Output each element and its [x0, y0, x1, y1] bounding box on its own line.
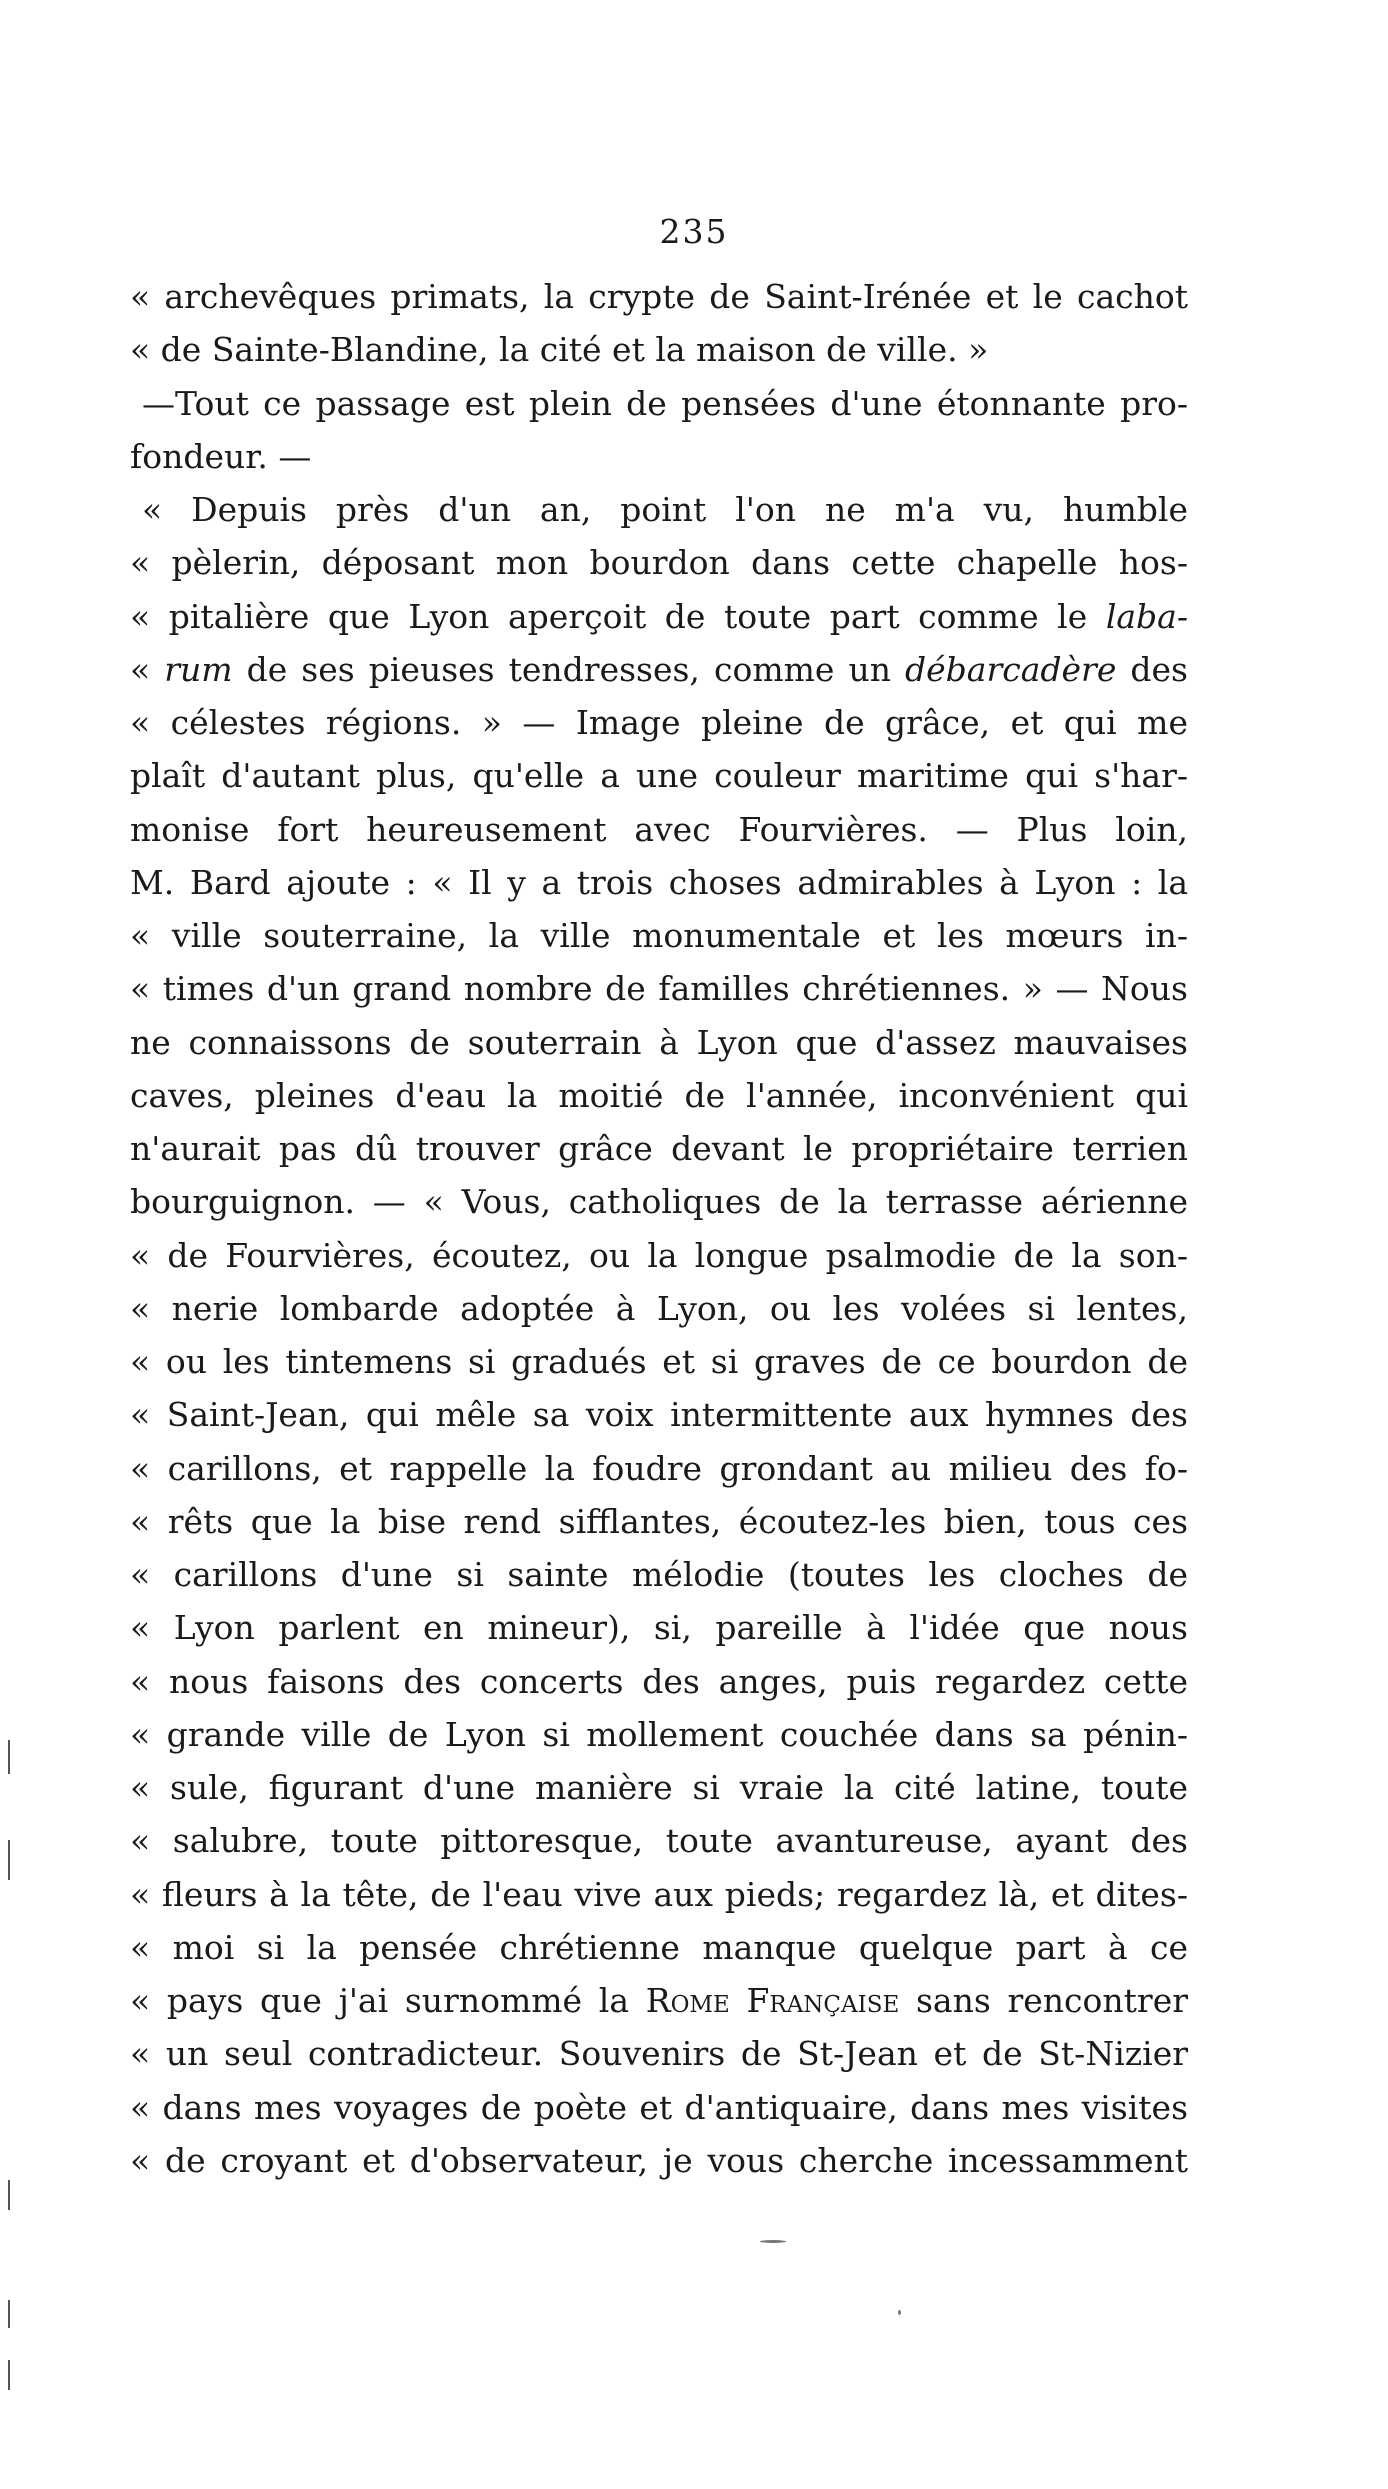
- scan-speck: [760, 2240, 786, 2243]
- emphasis-line7_italic: laba-: [1105, 596, 1188, 636]
- text-line: « fleurs à la tête, de l'eau vive aux pieds; regardez là, et dites-: [130, 1874, 1188, 1914]
- text-line: « grande ville de Lyon si mollement couchée dans sa pénin-: [130, 1714, 1188, 1754]
- text-line: « rum de ses pieuses tendresses, comme un débarcadère des: [130, 649, 1188, 689]
- text-line: ne connaissons de souterrain à Lyon que d'assez mauvaises: [130, 1022, 1188, 1062]
- body-text: [130, 270, 1188, 2187]
- text-line: —Tout ce passage est plein de pensées d'une étonnante pro-: [142, 383, 1188, 423]
- text-line: « dans mes voyages de poète et d'antiquaire, dans mes visites: [130, 2087, 1188, 2127]
- text-line: « ou les tintemens si gradués et si graves de ce bourdon de: [130, 1342, 1188, 1381]
- scan-margin-mark: [8, 1840, 10, 1880]
- scan-margin-mark: [8, 2180, 10, 2210]
- text-line: « Lyon parlent en mineur), si, pareille à l'idée que nous: [130, 1608, 1188, 1648]
- scan-speck: [898, 2310, 901, 2315]
- text-line: « carillons, et rappelle la foudre grondant au milieu des fo-: [130, 1448, 1188, 1488]
- text-line: « de Fourvières, écoutez, ou la longue psalmodie de la son-: [130, 1235, 1188, 1275]
- text-line: caves, pleines d'eau la moitié de l'année, inconvénient qui: [130, 1075, 1188, 1115]
- text-line: « nerie lombarde adoptée à Lyon, ou les volées si lentes,: [130, 1288, 1188, 1328]
- text-line: « de Sainte-Blandine, la cité et la maison de ville. »: [130, 330, 989, 370]
- scan-margin-mark: [8, 1740, 10, 1774]
- text-line: « célestes régions. » — Image pleine de grâce, et qui me: [130, 703, 1188, 742]
- text-line: « pays que j'ai surnommé la Rome Française sans rencontrer: [130, 1981, 1188, 2020]
- text-line: monise fort heureusement avec Fourvières. — Plus loin,: [130, 809, 1188, 849]
- text-line: « de croyant et d'observateur, je vous cherche incessamment: [130, 2140, 1188, 2180]
- text-line: « pèlerin, déposant mon bourdon dans cette chapelle hos-: [130, 543, 1188, 583]
- text-line: bourguignon. — « Vous, catholiques de la terrasse aérienne: [130, 1182, 1188, 1222]
- page-number: 235: [659, 212, 729, 251]
- text-line: « un seul contradicteur. Souvenirs de St-Jean et de St-Nizier: [130, 2034, 1188, 2074]
- text-line: « pitalière que Lyon aperçoit de toute part comme le laba-: [130, 596, 1188, 636]
- text-line: « times d'un grand nombre de familles chrétiennes. » — Nous: [130, 969, 1188, 1009]
- text-line: « ville souterraine, la ville monumentale et les mœurs in-: [130, 916, 1188, 955]
- text-line: « carillons d'une si sainte mélodie (toutes les cloches de: [130, 1555, 1188, 1594]
- emphasis-line8_italic_2: débarcadère: [905, 649, 1117, 689]
- text-line: « Depuis près d'un an, point l'on ne m'a vu, humble: [142, 490, 1188, 529]
- scan-margin-mark: [8, 2360, 10, 2390]
- text-line: « rêts que la bise rend sifflantes, écoutez-les bien, tous ces: [130, 1501, 1188, 1541]
- scan-margin-mark: [8, 2300, 10, 2328]
- text-line: « archevêques primats, la crypte de Saint-Irénée et le cachot: [130, 277, 1188, 316]
- text-line: « nous faisons des concerts des anges, puis regardez cette: [130, 1661, 1188, 1701]
- emphasis-line33_smallcaps: Rome Française: [645, 1981, 900, 2020]
- text-line: n'aurait pas dû trouver grâce devant le propriétaire terrien: [130, 1129, 1188, 1168]
- text-line: M. Bard ajoute : « Il y a trois choses admirables à Lyon : la: [130, 862, 1188, 902]
- text-line: « moi si la pensée chrétienne manque quelque part à ce: [130, 1927, 1188, 1967]
- text-line: « Saint-Jean, qui mêle sa voix intermittente aux hymnes des: [130, 1395, 1188, 1435]
- text-line: « sule, figurant d'une manière si vraie la cité latine, toute: [130, 1768, 1188, 1807]
- text-line: plaît d'autant plus, qu'elle a une couleur maritime qui s'har-: [130, 756, 1188, 796]
- emphasis-line8_italic_1: rum: [164, 649, 233, 689]
- text-line: fondeur. —: [130, 436, 312, 476]
- text-line: « salubre, toute pittoresque, toute avantureuse, ayant des: [130, 1821, 1188, 1861]
